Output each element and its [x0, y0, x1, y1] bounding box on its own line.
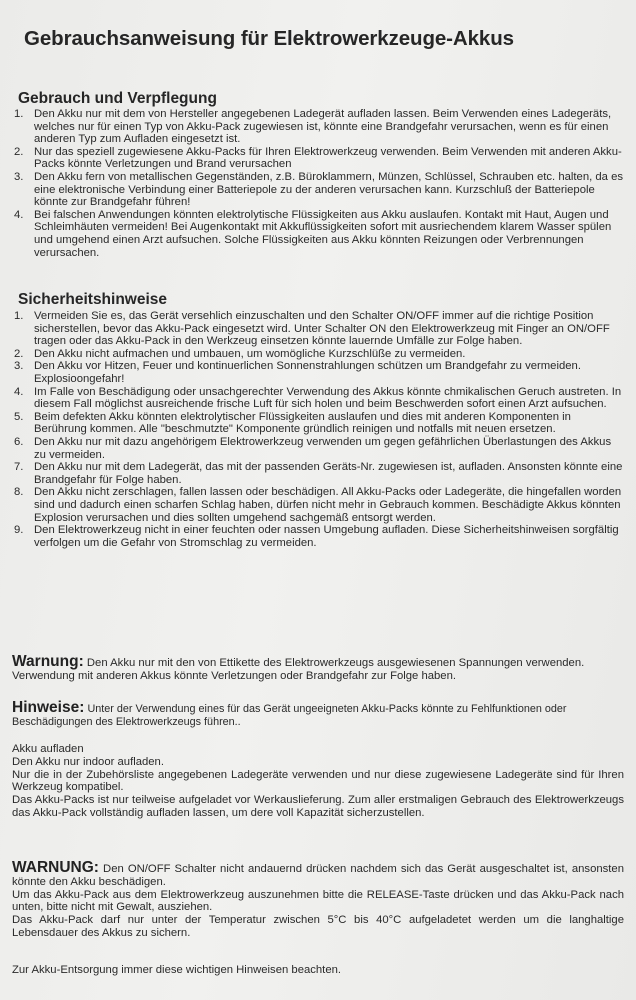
- item-text: Den Akku nur mit dem Ladegerät, das mit der passenden Geräts-Nr. zugewiesen ist, aufladen. Ansonsten könnte eine Brandgefahr für Folge haben.: [34, 461, 623, 486]
- list-item: [14, 486, 626, 524]
- warnung-paragraph: [12, 653, 624, 683]
- item-number: 1.: [14, 310, 24, 322]
- item-text: Den Elektrowerkzeug nicht in einer feuchten oder nassen Umgebung aufladen. Diese Sicherheitshinweisen sorgfältig verfolgen um die Gefahr von Stromschlag zu vermeiden.: [34, 524, 619, 549]
- item-text: Den Akku vor Hitzen, Feuer und kontinuerlichen Sonnenstrahlungen schützen um Brandgefahr zu vermeiden. Explosioongefahr!: [34, 360, 581, 385]
- footer-note: Zur Akku-Entsorgung immer diese wichtigen Hinweisen beachten.: [12, 964, 342, 976]
- list-item: [14, 108, 626, 146]
- list-item: [14, 348, 626, 361]
- hinweise-label: Hinweise:: [12, 699, 85, 716]
- aufladen-section: [12, 743, 624, 820]
- warnung2-section: [12, 859, 624, 940]
- item-text: Den Akku nur mit dem von Hersteller angegebenen Ladegerät aufladen lassen. Beim Verwenden eines Ladegeräts, welches nur für einen Typ von Akku-Pack zugewiesen ist, könnte eine Brandgefahr verursachen, wenn es für einen anderen Typ zum Aufladen eingesetzt ist.: [34, 108, 612, 146]
- warnung-label: Warnung:: [12, 653, 84, 670]
- warnung2-first: [12, 859, 624, 889]
- list-item: [14, 436, 626, 461]
- item-text: Den Akku nicht zerschlagen, fallen lassen oder beschädigen. All Akku-Packs oder Ladegeräte, die hingefallen worden sind und dadurch einen scharfen Schlag haben, dürfen nicht mehr in Gebrauch kommen. Beschädigte Akkus könnten Explosion verursachen und dies sollten umgehend sachgemäß entsorgt werden.: [34, 486, 622, 524]
- item-text: Den Akku fern von metallischen Gegenständen, z.B. Büroklammern, Münzen, Schlüssel, Schrauben etc. halten, da es eine elektronische Verbindung einer Batteriepole zu der anderen verursachen kann. Kurzschluß der Batteriepole könnte zur Brandgefahr führen!: [34, 170, 624, 209]
- list-item: [14, 360, 626, 385]
- item-text: Im Falle von Beschädigung oder unsachgerechter Verwendung des Akkus könnte chmikalischen Geruch austreten. In diesem Fall möglichst ausreichende frische Luft für sich holen und beim Beschwerden sofort einen Arzt aufsuchen.: [34, 385, 622, 411]
- item-number: 4.: [14, 385, 24, 398]
- aufladen-line: Das Akku-Packs ist nur teilweise aufgeladet vor Werkauslieferung. Zum aller erstmaligen Gebrauch des Elektrowerkzeugs das Akku-Pack vollständig aufladen lassen, um dere voll Kapazität sicherzustellen.: [12, 794, 624, 819]
- list-item: [14, 209, 626, 259]
- item-number: 7.: [14, 461, 24, 474]
- aufladen-line: Nur die in der Zubehörsliste angegebenen Ladegeräte verwenden und nur diese zugewiesene Ladegeräte sind für Ihren Werkzeug kompatibel.: [12, 768, 624, 794]
- item-number: 3.: [14, 170, 24, 183]
- warnung2-label: WARNUNG:: [12, 859, 99, 876]
- item-number: 3.: [14, 360, 24, 373]
- warnung2-line: Um das Akku-Pack aus dem Elektrowerkzeug auszunehmen bitte die RELEASE-Taste drücken und das Akku-Pack nach unten, bitte nicht mit Gewalt, ausziehen.: [12, 888, 624, 914]
- list-item: [14, 411, 626, 436]
- list-item: [14, 146, 626, 171]
- list-item: [14, 524, 626, 549]
- section-list-sicherheit: [14, 310, 626, 549]
- aufladen-line: Den Akku nur indoor aufladen.: [12, 755, 164, 768]
- item-text: Den Akku nur mit dazu angehörigem Elektrowerkzeug verwenden um gegen gefährlichen Überlastungen des Akkus zu vermeiden.: [34, 435, 612, 461]
- warnung2-text: Den ON/OFF Schalter nicht andauernd drücken nachdem sich das Gerät ausgeschaltet ist, ansonsten könnte den Akku beschädigen.: [12, 863, 624, 888]
- list-item: [14, 310, 626, 348]
- item-number: 8.: [14, 486, 24, 499]
- item-number: 2.: [14, 145, 24, 158]
- section-heading-gebrauch: Gebrauch und Verpflegung: [18, 90, 217, 107]
- item-number: 2.: [14, 347, 24, 360]
- item-number: 9.: [14, 524, 24, 537]
- item-number: 5.: [14, 410, 24, 423]
- item-text: Den Akku nicht aufmachen und umbauen, um womögliche Kurzschlüße zu vermeiden.: [34, 347, 466, 360]
- list-item: [14, 171, 626, 209]
- warnung2-line: Das Akku-Pack darf nur unter der Temperatur zwischen 5°C bis 40°C aufgeladetet werden um die langhaltige Lebensdauer des Akkus zu sichern.: [12, 914, 624, 939]
- aufladen-heading: Akku aufladen: [12, 743, 84, 755]
- hinweise-text: Unter der Verwendung eines für das Gerät ungeeigneten Akku-Packs könnte zu Fehlfunktionen oder Beschädigungen des Elektrowerkzeugs führen..: [12, 703, 567, 728]
- hinweise-paragraph: [12, 699, 624, 729]
- section-heading-sicherheit: Sicherheitshinweise: [18, 291, 168, 308]
- item-text: Nur das speziell zugewiesene Akku-Packs für Ihren Elektrowerkzeug verwenden. Beim Verwenden mit anderen Akku-Packs könnte Verletzungen und Brand verursachen: [34, 145, 622, 171]
- item-number: 4.: [14, 208, 24, 221]
- page-title: Gebrauchsanweisung für Elektrowerkzeuge-Akkus: [24, 27, 514, 50]
- item-text: Vermeiden Sie es, das Gerät versehlich einzuschalten und den Schalter ON/OFF immer auf die richtige Position sicherstellen, bevor das Akku-Pack eingesetzt wird. Unter Schalter ON den Elektrowerkzeug mit Finger an ON/OFF tragen oder das Akku-Pack in den Werkzeug einsetzen könnte lauernde Umfälle zur Folge haben.: [34, 310, 610, 348]
- item-text: Bei falschen Anwendungen könnten elektrolytische Flüssigkeiten aus Akku auslaufen. Kontakt mit Haut, Augen und Schleimhäuten vermeiden! Bei Augenkontakt mit Akkuflüssigkeiten sofort mit ausriechendem klarem Wasser spülen und umgehend einen Arzt aufsuchen. Solche Flüssigkeiten aus Akku könnten Reizungen oder Verbrennungen verursachen.: [34, 208, 612, 259]
- section-list-gebrauch: [14, 108, 626, 259]
- item-number: 1.: [14, 108, 24, 120]
- warnung-text: Den Akku nur mit den von Ettikette des Elektrowerkzeugs ausgewiesenen Spannungen verwenden. Verwendung mit anderen Akkus könnte Verletzungen oder Brandgefahr zur Folge haben.: [12, 657, 585, 682]
- item-text: Beim defekten Akku könnten elektrolytischer Flüssigkeiten auslaufen und dies mit anderen Komponenten in Berührung kommen. Alle "beschmutzte" Komponente gründlich reinigen und notfalls mit neuen ersetzen.: [34, 410, 571, 436]
- list-item: [14, 461, 626, 486]
- item-number: 6.: [14, 435, 24, 448]
- list-item: [14, 386, 626, 411]
